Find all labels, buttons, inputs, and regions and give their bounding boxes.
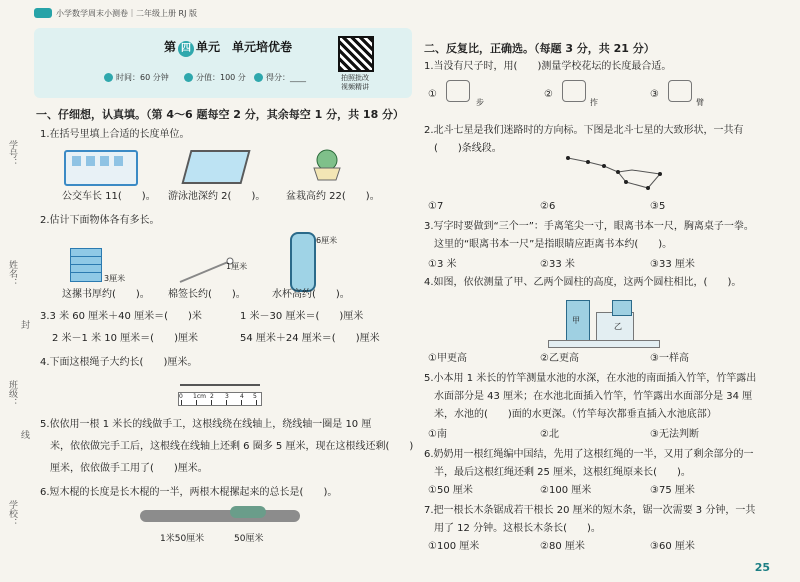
swab-mark: 1厘米: [226, 262, 248, 271]
bus-illustration: [64, 150, 138, 186]
step-icon: [446, 80, 470, 102]
q2-books-answer: 这摞书厚约( )。: [62, 289, 150, 300]
q2-1-opt-1[interactable]: ①: [428, 89, 437, 100]
obtained-score: 得分：____: [254, 72, 306, 83]
q2-3-opt-3[interactable]: ③33 厘米: [650, 259, 695, 270]
unit-header: [34, 28, 412, 98]
bottle-mark: 6厘米: [316, 236, 338, 245]
q2-3-opt-2[interactable]: ②33 米: [540, 259, 575, 270]
q2-6-line-2: 半，最后这根红绳还剩 25 厘米，这根红绳原来长( )。: [434, 467, 691, 478]
question-1-2: 2.估计下面物体各有多长。: [40, 215, 160, 226]
q2-2-opt-1[interactable]: ①7: [428, 201, 444, 212]
q5-line-1: 5.依依用一根 1 米长的线做手工，这根线绕在线轴上，绕线轴一圈是 10 厘: [40, 419, 372, 430]
clock-icon: [104, 73, 113, 82]
q2-6-line-1: 6.奶奶用一根红绳编中国结，先用了这根红绳的一半，又用了剩余部分的一: [424, 449, 754, 460]
q5-line-3: 厘米，依依做手工用了( )厘米。: [50, 463, 208, 474]
q3-part-1: 3.3 米 60 厘米＋40 厘米＝( )米: [40, 311, 202, 322]
cylinder-b-mark: 乙: [614, 322, 622, 331]
table-surface: [548, 340, 660, 348]
book-stack-illustration: [70, 248, 106, 284]
q2-7-opt-3[interactable]: ③60 厘米: [650, 541, 695, 552]
qr-code[interactable]: [338, 36, 374, 72]
q2-5-line-1: 5.小本用 1 米长的竹竿测量水池的水深，在水池的南面插入竹竿，竹竿露出: [424, 373, 757, 384]
q5-line-2: 米，依依做完手工后，这根线在线轴上还剩 6 圈多 5 厘米，现在这根线还剩( ): [50, 441, 414, 452]
q1-pool-answer: 游泳池深约 2( )。: [168, 191, 266, 202]
score-icon: [184, 73, 193, 82]
arm-icon: [668, 80, 692, 102]
page-number: 25: [754, 561, 770, 574]
class-label: 班级：: [7, 380, 17, 407]
question-1-6: 6.短木棍的长度是长木棍的一半，两根木棍摞起来的总长是( )。: [40, 487, 338, 498]
series-title: 小学数学周末小测卷｜二年级上册 RJ 版: [56, 8, 198, 18]
q2-5-opt-3[interactable]: ③无法判断: [650, 429, 699, 440]
ruler-illustration: 0 1cm 2 3 4 5: [178, 392, 262, 406]
q3-part-4: 54 厘米＋24 厘米＝( )厘米: [240, 333, 380, 344]
q2-7-opt-2[interactable]: ②80 厘米: [540, 541, 585, 552]
step-mark: 步: [476, 98, 484, 107]
q2-4-opt-1[interactable]: ①甲更高: [428, 353, 467, 364]
q2-1-opt-2[interactable]: ②: [544, 89, 553, 100]
rope-illustration: [180, 384, 260, 386]
q2-1: 1.当没有尺子时，用( )测量学校花坛的长度最合适。: [424, 61, 672, 72]
q3-part-3: 2 米－1 米 10 厘米＝( )厘米: [52, 333, 198, 344]
cylinder-a-mark: 甲: [572, 316, 580, 325]
q2-4: 4.如图，依依测量了甲、乙两个圆柱的高度，这两个圆柱相比，( )。: [424, 277, 742, 288]
q2-3-line-1: 3.写字时要做到“三个一”：手离笔尖一寸，眼离书本一尺，胸离桌子一拳。: [424, 221, 754, 232]
student-number-label: 学号：: [7, 140, 17, 167]
series-banner: [34, 6, 197, 20]
section-2-title: 二、反复比，正确选。（每题 3 分，共 21 分）: [424, 42, 655, 55]
section-1-title: 一、仔细想，认真填。（第 4～6 题每空 2 分，其余每空 1 分，共 18 分）: [36, 108, 405, 121]
q2-5-line-2: 水面部分是 43 厘米；在水池北面插入竹竿，竹竿露出水面部分是 34 厘: [434, 391, 753, 402]
q2-2-opt-2[interactable]: ②6: [540, 201, 556, 212]
q2-5-line-3: 米，水池的( )面的水更深。（竹竿每次都垂直插入水池底部）: [434, 409, 717, 420]
q2-7-line-1: 7.把一根长木条锯成若干根长 20 厘米的短木条，锯一次需要 3 分钟，一共: [424, 505, 756, 516]
q2-7-line-2: 用了 12 分钟。这根长木条长( )。: [434, 523, 601, 534]
q2-2-opt-3[interactable]: ③5: [650, 201, 666, 212]
arm-mark: 臂: [696, 98, 704, 107]
books-mark: 3厘米: [104, 274, 126, 283]
q2-5-opt-1[interactable]: ①南: [428, 429, 447, 440]
q2-6-opt-2[interactable]: ②100 厘米: [540, 485, 592, 496]
hand-span-icon: [562, 80, 586, 102]
q2-2-line-1: 2.北斗七星是我们迷路时的方向标。下图是北斗七星的大致形状，一共有: [424, 125, 744, 136]
school-label: 学校：: [7, 500, 17, 527]
q1-plant-answer: 盆栽高约 22( )。: [286, 191, 380, 202]
q2-3-line-2: 这里的“眼离书本一尺”是指眼睛应距离书本约( )。: [434, 239, 673, 250]
series-logo-icon: [34, 8, 52, 18]
time-info: 时间：60 分钟: [104, 72, 169, 83]
q1-bus-answer: 公交车长 11( )。: [62, 191, 156, 202]
seal-mark: 封: [19, 320, 29, 329]
question-1-4: 4.下面这根绳子大约长( )厘米。: [40, 357, 198, 368]
cylinder-b: [612, 300, 632, 316]
qr-caption: 拍照批改 视频精讲: [341, 74, 369, 91]
pen-icon: [254, 73, 263, 82]
q2-7-opt-1[interactable]: ①100 厘米: [428, 541, 480, 552]
question-1-1: 1.在括号里填上合适的长度单位。: [40, 129, 190, 140]
q2-6-opt-1[interactable]: ①50 厘米: [428, 485, 473, 496]
pool-illustration: [181, 150, 250, 184]
water-bottle-illustration: [290, 232, 316, 292]
q2-2-line-2: ( )条线段。: [434, 143, 502, 154]
binding-margin: [0, 20, 30, 580]
q2-6-opt-3[interactable]: ③75 厘米: [650, 485, 695, 496]
q2-bottle-answer: 水杯高约( )。: [272, 289, 350, 300]
unit-number-badge: 四: [178, 41, 194, 57]
long-stick-illustration: [140, 510, 300, 522]
q2-1-opt-3[interactable]: ③: [650, 89, 659, 100]
q2-4-opt-2[interactable]: ②乙更高: [540, 353, 579, 364]
student-name-label: 姓名：: [7, 260, 17, 287]
q2-3-opt-1[interactable]: ①3 米: [428, 259, 457, 270]
score-info: 分值：100 分: [184, 72, 246, 83]
potted-plant-illustration: [308, 148, 346, 182]
q2-5-opt-2[interactable]: ②北: [540, 429, 559, 440]
q2-4-opt-3[interactable]: ③一样高: [650, 353, 689, 364]
line-mark: 线: [19, 430, 29, 439]
long-stick-mark: 1米50厘米: [160, 534, 205, 544]
big-dipper-illustration: [560, 152, 670, 192]
q2-swab-answer: 棉签长约( )。: [168, 289, 246, 300]
short-stick-illustration: [230, 506, 266, 518]
q3-part-2: 1 米－30 厘米＝( )厘米: [240, 311, 364, 322]
span-mark: 拃: [590, 98, 598, 107]
unit-title: 第 四 单元 单元培优卷: [164, 38, 292, 57]
short-stick-mark: 50厘米: [234, 534, 264, 544]
